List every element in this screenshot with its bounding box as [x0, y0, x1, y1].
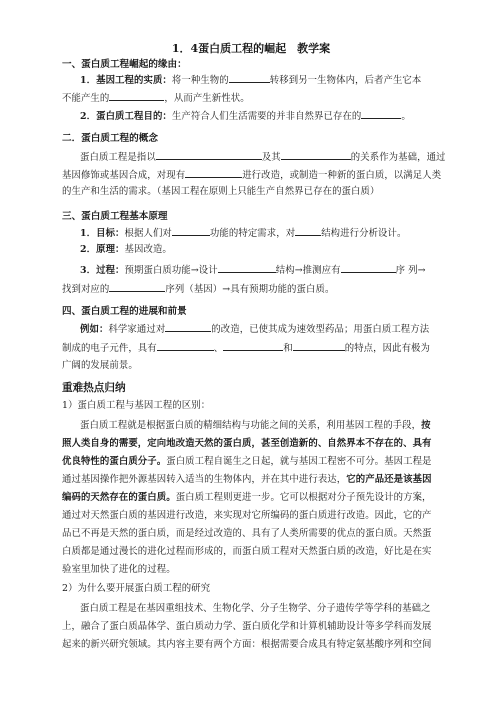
focus-q1: 1）蛋白质工程与基因工程的区别：: [62, 400, 211, 411]
q1-text: 通过基因操作把外源基因转入适当的生物体内，并在其中进行表达，: [62, 474, 347, 485]
s4-text: 和: [283, 343, 293, 354]
q1-text-bold: 它的产品还是该基因: [346, 474, 432, 485]
s4-text: 、: [213, 343, 224, 354]
s2-line-1: [80, 150, 446, 164]
fill-blank[interactable]: [293, 341, 345, 351]
s3-process-label: 3．过程：: [80, 265, 125, 276]
focus-q1-line-2: 照人类自身的需要，定向地改造天然的蛋白质，甚至创造新的、自然界本不存在的、具有: [62, 438, 432, 449]
s4-line-2: [62, 341, 430, 355]
s3-goal-label: 1．目标：: [80, 228, 125, 239]
s3-text: 序 列→: [395, 265, 426, 276]
s1-text: ，从而产生新性状。: [164, 93, 250, 104]
s3-text: 结构→推测应有: [275, 265, 341, 276]
s3-line-3: [80, 263, 426, 277]
s3-text: 结构进行分析设计。: [321, 228, 407, 239]
fill-blank[interactable]: [281, 150, 351, 160]
focus-q2-line-2: 上，融合了蛋白质晶体学、蛋白质动力学、蛋白质化学和计算机辅助设计等多学科而发展: [62, 621, 432, 632]
focus-q1-line-5: [62, 492, 432, 504]
s1-text: 转移到另一生物体内，后者产生它本: [269, 75, 422, 86]
s2-line-2: [62, 168, 441, 182]
s3-text: 预期蛋白质功能→设计: [124, 265, 218, 276]
s1-text: 不能产生的: [62, 93, 110, 104]
focus-q2-line-3: 起来的新兴研究领域。其内容主要有两个方面：根据需要合成具有特定氨基酸序列和空间: [62, 639, 432, 650]
focus-heading: 重难热点归纳: [62, 382, 126, 394]
s3-text: 找到对应的: [62, 284, 110, 295]
s3-text: 基因改造。: [124, 244, 172, 255]
s3-line-2: [80, 244, 172, 256]
s1-text: 将一种生物的: [171, 75, 229, 86]
s2-text: 进行改造，或制造一种新的蛋白质，以满足人类: [242, 170, 442, 181]
focus-q2-line-1: 蛋白质工程是在基因重组技术、生物化学、分子生物学、分子遗传学等学科的基础之: [80, 603, 431, 614]
fill-blank[interactable]: [341, 263, 396, 273]
s3-text: 功能的特定需求，对: [209, 228, 296, 239]
s3-line-1: [80, 226, 406, 240]
s1-text: 。: [401, 111, 411, 122]
fill-blank[interactable]: [157, 341, 214, 351]
s2-text: 蛋白质工程是指以: [80, 152, 156, 163]
fill-blank[interactable]: [165, 322, 211, 332]
section-4-heading: 四、蛋白质工程的进展和前景: [62, 306, 187, 317]
focus-q1-line-4: [62, 474, 432, 486]
s1-point1-label: 1．基因工程的实质：: [80, 75, 172, 86]
s2-text: 基因修饰或基因合成，对现有: [62, 170, 186, 181]
s4-text: 制成的电子元件，具有: [62, 343, 157, 354]
focus-q1-line-7: 品已不再是天然的蛋白质，而是经过改造的、具有了人类所需要的优点的蛋白质。天然蛋: [62, 528, 432, 539]
section-1-heading: 一、蛋白质工程崛起的缘由：: [62, 59, 187, 70]
s3-text: 根据人们对: [124, 228, 172, 239]
s4-text: 的改造，已使其成为速效型药品；用蛋白质工程方法: [211, 324, 430, 335]
fill-blank[interactable]: [156, 150, 262, 160]
s1-line-3: [80, 109, 411, 123]
s3-text: 序列（基因）→具有预期功能的蛋白质。: [165, 284, 335, 295]
s4-line-3: 广阔的发展前景。: [62, 360, 138, 371]
s4-line-1: [80, 322, 429, 336]
q1-text: 蛋白质工程则更进一步。它可以根据对分子预先设计的方案，: [175, 492, 432, 503]
s1-text: 生产符合人们生活需要的并非自然界已存在的: [171, 111, 362, 122]
s2-line-3: 的生产和生活的需求。（基因工程在原则上只能生产自然界已存在的蛋白质）: [62, 186, 380, 197]
fill-blank[interactable]: [109, 282, 165, 292]
s1-point2-label: 2．蛋白质工程目的：: [80, 111, 172, 122]
focus-q1-line-1: [80, 420, 431, 432]
focus-q1-line-3: [62, 456, 432, 468]
q1-text-bold: 编码的天然存在的蛋白质。: [62, 492, 176, 503]
fill-blank[interactable]: [218, 263, 276, 273]
fill-blank[interactable]: [295, 226, 321, 236]
q1-text: 蛋白质工程自诞生之日起，就与基因工程密不可分。基因工程是: [166, 456, 432, 467]
q1-text: 蛋白质工程就是根据蛋白质的精细结构与功能之间的关系，利用基因工程的手段，: [80, 420, 422, 431]
s4-text: 的特点，因此有极为: [344, 343, 431, 354]
focus-q1-line-8: 白质都是通过漫长的进化过程而形成的，而蛋白质工程对天然蛋白质的改造，好比是在实: [62, 546, 432, 557]
q1-text-bold: 优良特性的蛋白质分子。: [62, 456, 167, 467]
s3-line-4: [62, 282, 334, 296]
s1-line-2: [62, 91, 250, 105]
q1-text-bold: 按: [421, 420, 431, 431]
s4-example-label: 例如：: [80, 324, 109, 335]
fill-blank[interactable]: [361, 109, 401, 119]
fill-blank[interactable]: [109, 91, 164, 101]
section-2-heading: 二．蛋白质工程的概念: [62, 133, 158, 144]
s2-text: 的关系作为基础，通过: [350, 152, 446, 163]
fill-blank[interactable]: [172, 226, 210, 236]
fill-blank[interactable]: [229, 73, 270, 83]
focus-q1-line-9: 验室里加快了进化的过程。: [62, 564, 176, 575]
focus-q2: 2）为什么要开展蛋白质工程的研究: [62, 583, 211, 594]
focus-q1-line-6: 通过对天然蛋白质的基因进行改造，来实现对它所编码的蛋白质进行改造。因此，它的产: [62, 510, 432, 521]
fill-blank[interactable]: [223, 341, 283, 351]
s1-line-1: [80, 73, 421, 87]
s2-text: 及其: [261, 152, 281, 163]
page-title: 1．4蛋白质工程的崛起 教学案: [171, 42, 331, 55]
section-3-heading: 三、蛋白质工程基本原理: [62, 211, 168, 222]
fill-blank[interactable]: [185, 168, 242, 178]
s4-text: 科学家通过对: [108, 324, 166, 335]
s3-principle-label: 2．原理：: [80, 244, 125, 255]
